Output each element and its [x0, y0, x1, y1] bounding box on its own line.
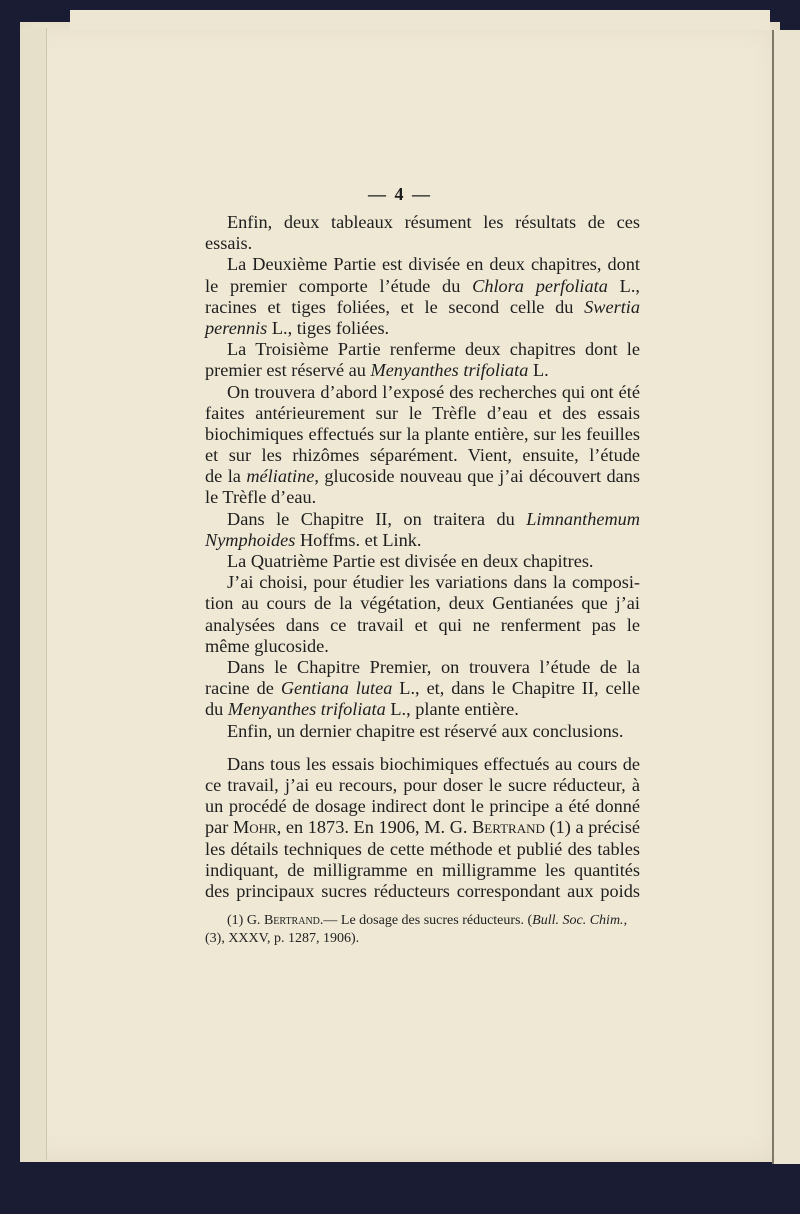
- footnote: [205, 912, 645, 948]
- text-line: biochimiques effectués sur la plante entière, sur les feuilles: [205, 423, 640, 444]
- text-line: faites antérieurement sur le Trèfle d’eau et des essais: [205, 402, 640, 423]
- text-line: Dans le Chapitre II, on traitera du Limnanthemum: [227, 508, 640, 529]
- text-line: un procédé de dosage indirect dont le principe a été donné: [205, 796, 640, 817]
- text-line: Dans le Chapitre Premier, on trouvera l’étude de la: [227, 657, 640, 678]
- text-line: premier est réservé au Menyanthes trifoliata L.: [205, 360, 549, 381]
- text-line: Dans tous les essais biochimiques effectués au cours de: [227, 753, 640, 774]
- text-line: essais.: [205, 233, 253, 254]
- body-text: [205, 212, 640, 902]
- text-line: racines et tiges foliées, et le second celle du Swertia: [205, 296, 640, 317]
- text-line: de la méliatine, glucoside nouveau que j’ai découvert dans: [205, 466, 640, 487]
- text-line: des principaux sucres réducteurs correspondant aux poids: [205, 880, 640, 901]
- text-line: Enfin, deux tableaux résument les résultats de ces: [227, 212, 640, 232]
- page-top-edge: [70, 10, 770, 30]
- text-line: racine de Gentiana lutea L., et, dans le Chapitre II, celle: [205, 678, 640, 699]
- text-line: La Troisième Partie renferme deux chapitres dont le: [227, 339, 640, 360]
- text-line: tion au cours de la végétation, deux Gentianées que j’ai: [205, 593, 640, 614]
- footnote-line: (1) G. Bertrand.— Le dosage des sucres réducteurs. (Bull. Soc. Chim.,: [227, 913, 628, 928]
- paragraph-gap: [205, 742, 640, 754]
- text-line: du Menyanthes trifoliata L., plante entière.: [205, 699, 519, 720]
- text-line: même glucoside.: [205, 635, 329, 656]
- text-line: les détails techniques de cette méthode et publié des tables: [205, 838, 640, 859]
- text-line: Nymphoides Hoffms. et Link.: [205, 529, 422, 550]
- text-line: le premier comporte l’étude du Chlora perfoliata L.,: [205, 275, 640, 296]
- text-line: par Mohr, en 1873. En 1906, M. G. Bertrand (1) a précisé: [205, 817, 640, 838]
- text-line: Enfin, un dernier chapitre est réservé aux conclusions.: [227, 720, 624, 741]
- text-line: La Quatrième Partie est divisée en deux chapitres.: [227, 551, 594, 572]
- text-line: analysées dans ce travail et qui ne renferment pas le: [205, 614, 640, 635]
- text-line: La Deuxième Partie est divisée en deux chapitres, dont: [227, 254, 640, 275]
- text-line: On trouvera d’abord l’exposé des recherches qui ont été: [227, 381, 640, 402]
- text-line: J’ai choisi, pour étudier les variations dans la composi-: [227, 572, 640, 593]
- text-line: le Trèfle d’eau.: [205, 487, 317, 508]
- text-line: et sur les rhizômes séparément. Vient, ensuite, l’étude: [205, 445, 640, 466]
- text-line: ce travail, j’ai eu recours, pour doser le sucre réducteur, à: [205, 775, 640, 796]
- text-line: perennis L., tiges foliées.: [205, 317, 390, 338]
- footnote-line: (3), XXXV, p. 1287, 1906).: [205, 931, 360, 946]
- text-line: indiquant, de milligramme en milligramme les quantités: [205, 859, 640, 880]
- page-number: — 4 —: [368, 184, 432, 204]
